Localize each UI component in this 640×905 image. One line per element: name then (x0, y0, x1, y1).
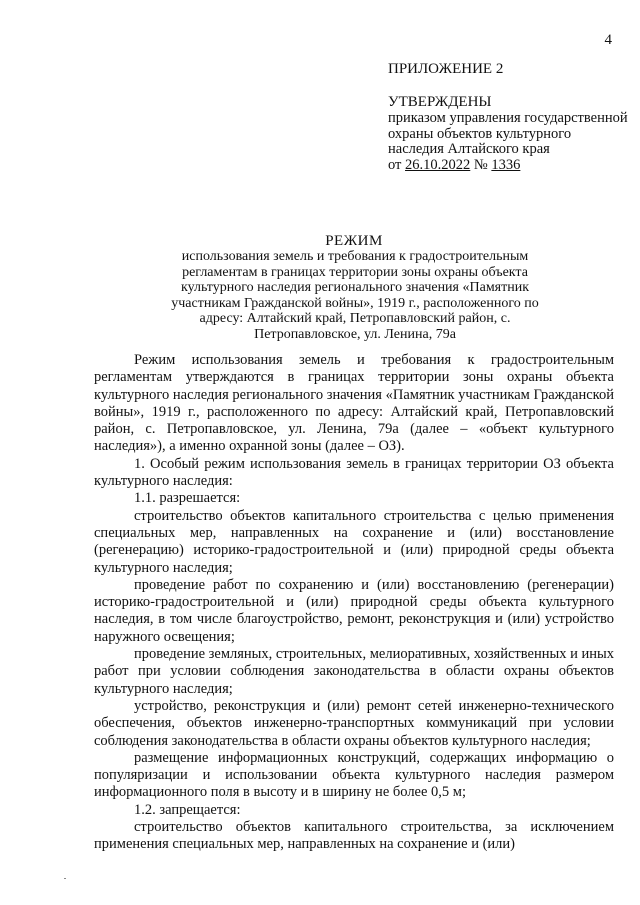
approved-heading: УТВЕРЖДЕНЫ (388, 93, 492, 110)
paragraph: строительство объектов капитального строительства, за исключением применения специальных мер, направленных на сохранение и (или) (94, 819, 614, 853)
document-title: РЕЖИМ (325, 233, 383, 249)
paragraph: проведение земляных, строительных, мелиоративных, хозяйственных и иных работ при условии соблюдения законодательства в области охраны объектов культурного наследия; (94, 646, 614, 697)
order-text: приказом управления государственной охраны объектов культурного наследия Алтайского края (388, 110, 628, 157)
order-date: 26.10.2022 (405, 156, 471, 173)
order-number: 1336 (491, 156, 521, 173)
number-prefix: № (473, 156, 488, 173)
date-prefix: от (388, 156, 402, 173)
scan-mark (64, 878, 66, 879)
document-subtitle: использования земель и требования к градостроительным регламентам в границах территории зоны охраны объекта культурного наследия регионального значения «Памятник участникам Гражданской войны», 1919 г., расположенного по адресу: Алтайский край, Петропавловский район, с. Петропавловское, ул. Ленина, 79а (171, 249, 539, 342)
order-date-line (388, 158, 628, 174)
paragraph: строительство объектов капитального строительства с целью применения специальных мер, направленных на сохранение и (или) восстановление (регенерацию) историко-градостроительной и (или) природной среды объекта культурного наследия; (94, 507, 614, 576)
paragraph: устройство, реконструкция и (или) ремонт сетей инженерно-технического обеспечения, объектов инженерно-транспортных коммуникаций при условии соблюдения законодательства в области охраны объектов культурного наследия; (94, 697, 614, 749)
paragraph: 1. Особый режим использования земель в границах территории ОЗ объекта культурного наследия: (94, 455, 614, 490)
appendix-heading: ПРИЛОЖЕНИЕ 2 (388, 61, 504, 77)
paragraph: 1.2. запрещается: (134, 801, 241, 818)
paragraph: проведение работ по сохранению и (или) восстановлению (регенерации) историко-градостроительной и (или) природной среды объекта культурного наследия, в том числе благоустройство, ремонт, реконструкция и (или) устройство наружного освещения; (94, 576, 614, 645)
paragraph: размещение информационных конструкций, содержащих информацию о популяризации и использовании объекта культурного наследия размером информационного поля в высоту и в ширину не более 0,5 м; (94, 749, 614, 801)
document-body (94, 352, 614, 854)
paragraph: Режим использования земель и требования к градостроительным регламентам утверждаются в границах территории зоны охраны объекта культурного наследия регионального значения «Памятник участникам Гражданской войны», 1919 г., расположенного по адресу: Алтайский край, Петропавловский район, с. Петропавловское, ул. Ленина, 79а (далее – «объект культурного наследия»), а именно охранной зоны (далее – ОЗ). (94, 352, 614, 455)
page-number: 4 (604, 32, 612, 48)
paragraph: 1.1. разрешается: (134, 490, 241, 507)
approval-block (388, 62, 628, 173)
